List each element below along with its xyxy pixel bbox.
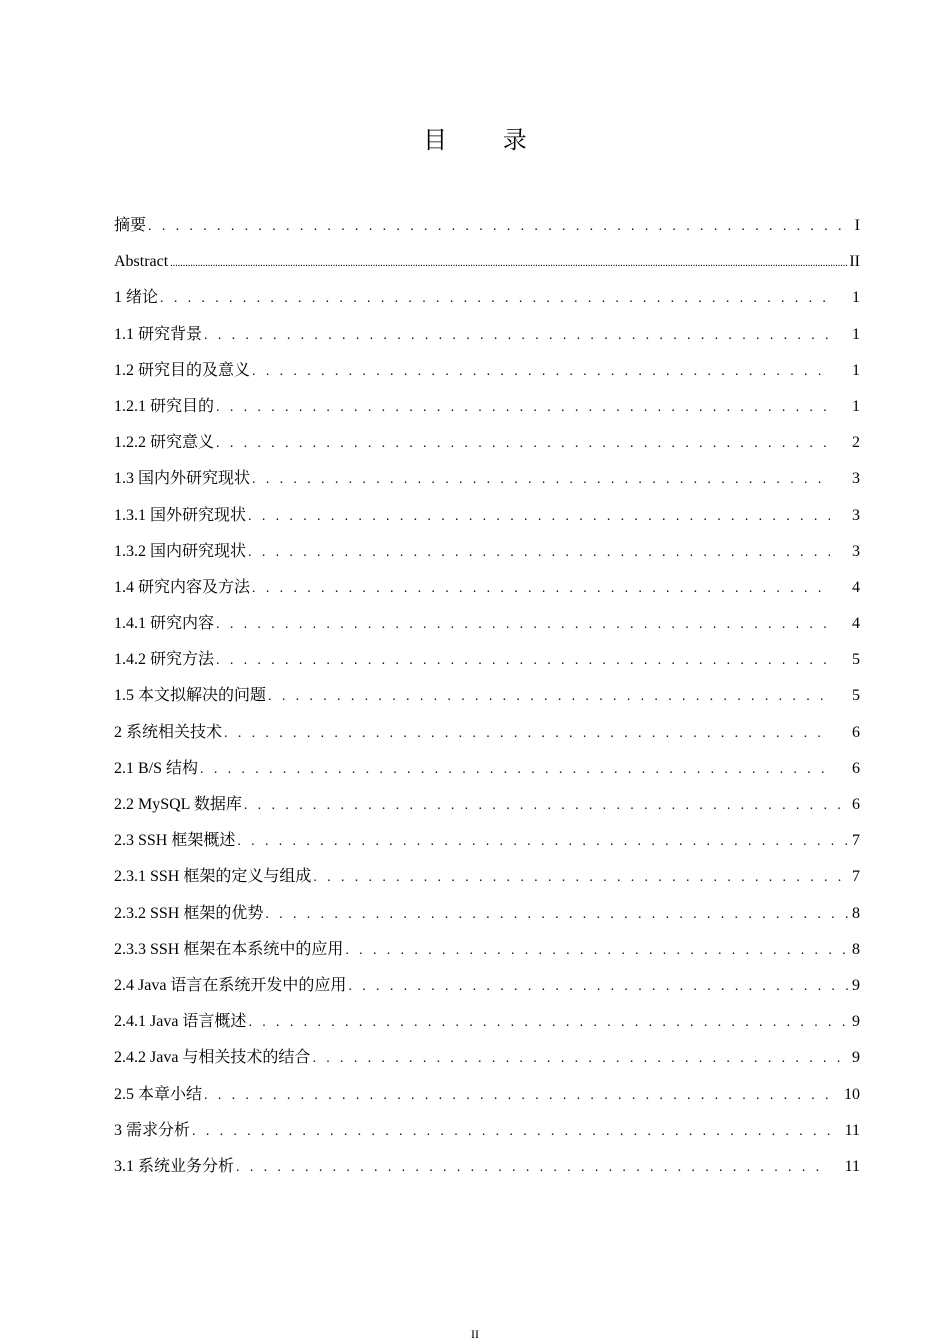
toc-leader-dots: [313, 860, 850, 896]
toc-entry-label: 2.4 Java 语言在系统开发中的应用: [114, 976, 347, 994]
toc-leader-dots: [148, 209, 853, 245]
table-of-contents: [114, 208, 860, 1185]
toc-entry-abstract-en[interactable]: [114, 244, 860, 280]
toc-leader-dots: [216, 426, 830, 462]
toc-entry-label: 1.1 研究背景: [114, 325, 203, 343]
toc-entry-2-4-1[interactable]: [114, 1004, 860, 1040]
toc-entry-2-4-2[interactable]: [114, 1040, 860, 1076]
toc-entry-page: I: [854, 217, 860, 234]
toc-leader-dots: [160, 281, 830, 317]
toc-entry-1-2[interactable]: [114, 353, 860, 389]
toc-entry-1-2-1[interactable]: [114, 389, 860, 425]
toc-entry-label: Abstract: [114, 253, 169, 271]
toc-entry-2-1[interactable]: [114, 751, 860, 787]
toc-entry-page: 6: [852, 796, 860, 813]
toc-entry-1-2-2[interactable]: [114, 425, 860, 461]
toc-entry-label: 1.4.1 研究内容: [114, 615, 215, 633]
toc-entry-label: 2.3.2 SSH 框架的优势: [114, 904, 264, 922]
toc-entry-chapter-2[interactable]: [114, 715, 860, 751]
toc-entry-label: 2.3.3 SSH 框架在本系统中的应用: [114, 940, 344, 958]
toc-entry-label: 1.2.1 研究目的: [114, 397, 215, 415]
toc-entry-label: 1.2.2 研究意义: [114, 434, 215, 452]
toc-entry-label: 3.1 系统业务分析: [114, 1157, 235, 1175]
toc-entry-page: 3: [852, 506, 860, 524]
toc-entry-label: 1 绪论: [114, 289, 159, 307]
toc-entry-page: 11: [844, 1121, 860, 1139]
toc-entry-2-2[interactable]: [114, 787, 860, 823]
toc-leader-dots: [252, 354, 830, 390]
toc-leader-dots: [216, 607, 830, 643]
toc-entry-page: 7: [852, 868, 860, 886]
toc-entry-label: 摘要: [114, 217, 147, 234]
toc-entry-page: 5: [852, 651, 860, 669]
toc-leader-dots: [248, 499, 830, 535]
toc-entry-3-1[interactable]: [114, 1149, 860, 1185]
toc-entry-label: 1.2 研究目的及意义: [114, 361, 251, 379]
toc-entry-abstract-cn[interactable]: [114, 208, 860, 244]
toc-leader-dots: [216, 643, 830, 679]
toc-entry-page: 1: [852, 325, 860, 343]
toc-leader-dots: [216, 390, 830, 426]
toc-entry-label: 3 需求分析: [114, 1121, 191, 1139]
toc-entry-page: 7: [852, 832, 860, 850]
toc-entry-label: 2 系统相关技术: [114, 723, 223, 741]
toc-entry-page: 6: [852, 723, 860, 741]
toc-entry-label: 2.5 本章小结: [114, 1085, 203, 1103]
toc-entry-1-4-2[interactable]: [114, 642, 860, 678]
toc-entry-label: 2.4.1 Java 语言概述: [114, 1013, 247, 1031]
toc-leader-dots: [204, 1078, 830, 1114]
toc-entry-page: 5: [852, 687, 860, 705]
toc-entry-2-3[interactable]: [114, 823, 860, 859]
toc-leader-dots: [248, 1005, 850, 1041]
toc-entry-1-1[interactable]: [114, 317, 860, 353]
toc-entry-page: II: [849, 253, 860, 271]
toc-entry-page: 8: [852, 904, 860, 922]
toc-leader-dots: [312, 1041, 850, 1077]
toc-entry-page: 9: [852, 1049, 860, 1067]
toc-entry-2-3-1[interactable]: [114, 859, 860, 895]
toc-entry-label: 1.5 本文拟解决的问题: [114, 687, 267, 705]
toc-entry-label: 2.3 SSH 框架概述: [114, 832, 236, 850]
toc-leader-dots: [170, 246, 847, 282]
toc-entry-1-3-2[interactable]: [114, 534, 860, 570]
toc-entry-2-5[interactable]: [114, 1077, 860, 1113]
toc-entry-page: 8: [852, 940, 860, 958]
toc-entry-label: 2.1 B/S 结构: [114, 759, 199, 777]
toc-entry-1-4[interactable]: [114, 570, 860, 606]
toc-entry-2-4[interactable]: [114, 968, 860, 1004]
toc-leader-dots: [268, 679, 830, 715]
toc-entry-page: 4: [852, 578, 860, 596]
page-number: II: [471, 1327, 479, 1341]
page-title: 目 录: [423, 126, 551, 154]
toc-leader-dots: [192, 1114, 830, 1150]
toc-leader-dots: [204, 318, 830, 354]
toc-entry-page: 1: [852, 397, 860, 415]
toc-entry-chapter-1[interactable]: [114, 280, 860, 316]
toc-entry-label: 1.3 国内外研究现状: [114, 470, 251, 488]
toc-leader-dots: [236, 1150, 830, 1186]
toc-leader-dots: [252, 462, 830, 498]
toc-entry-chapter-3[interactable]: [114, 1113, 860, 1149]
toc-entry-label: 2.4.2 Java 与相关技术的结合: [114, 1049, 311, 1067]
toc-entry-1-5[interactable]: [114, 678, 860, 714]
toc-entry-1-4-1[interactable]: [114, 606, 860, 642]
toc-leader-dots: [345, 933, 850, 969]
toc-entry-label: 1.3.1 国外研究现状: [114, 506, 247, 524]
toc-entry-page: 2: [852, 434, 860, 452]
toc-entry-label: 2.3.1 SSH 框架的定义与组成: [114, 868, 312, 886]
toc-leader-dots: [200, 752, 830, 788]
toc-entry-label: 2.2 MySQL 数据库: [114, 796, 242, 813]
toc-entry-page: 11: [844, 1157, 860, 1175]
toc-leader-dots: [248, 535, 830, 571]
toc-entry-page: 3: [852, 542, 860, 560]
toc-entry-2-3-3[interactable]: [114, 932, 860, 968]
toc-entry-page: 9: [852, 976, 860, 994]
toc-entry-page: 6: [852, 759, 860, 777]
toc-entry-page: 4: [852, 615, 860, 633]
toc-leader-dots: [252, 571, 830, 607]
toc-entry-page: 9: [852, 1013, 860, 1031]
toc-entry-page: 10: [844, 1085, 860, 1103]
toc-leader-dots: [237, 824, 850, 860]
toc-entry-page: 1: [852, 289, 860, 307]
toc-leader-dots: [348, 969, 850, 1005]
toc-entry-2-3-2[interactable]: [114, 896, 860, 932]
toc-entry-page: 3: [852, 470, 860, 488]
toc-entry-1-3-1[interactable]: [114, 498, 860, 534]
toc-entry-label: 1.3.2 国内研究现状: [114, 542, 247, 560]
toc-leader-dots: [224, 716, 830, 752]
toc-entry-page: 1: [852, 361, 860, 379]
toc-entry-label: 1.4.2 研究方法: [114, 651, 215, 669]
toc-leader-dots: [265, 897, 850, 933]
toc-entry-1-3[interactable]: [114, 461, 860, 497]
toc-entry-label: 1.4 研究内容及方法: [114, 578, 251, 596]
toc-leader-dots: [244, 788, 850, 824]
